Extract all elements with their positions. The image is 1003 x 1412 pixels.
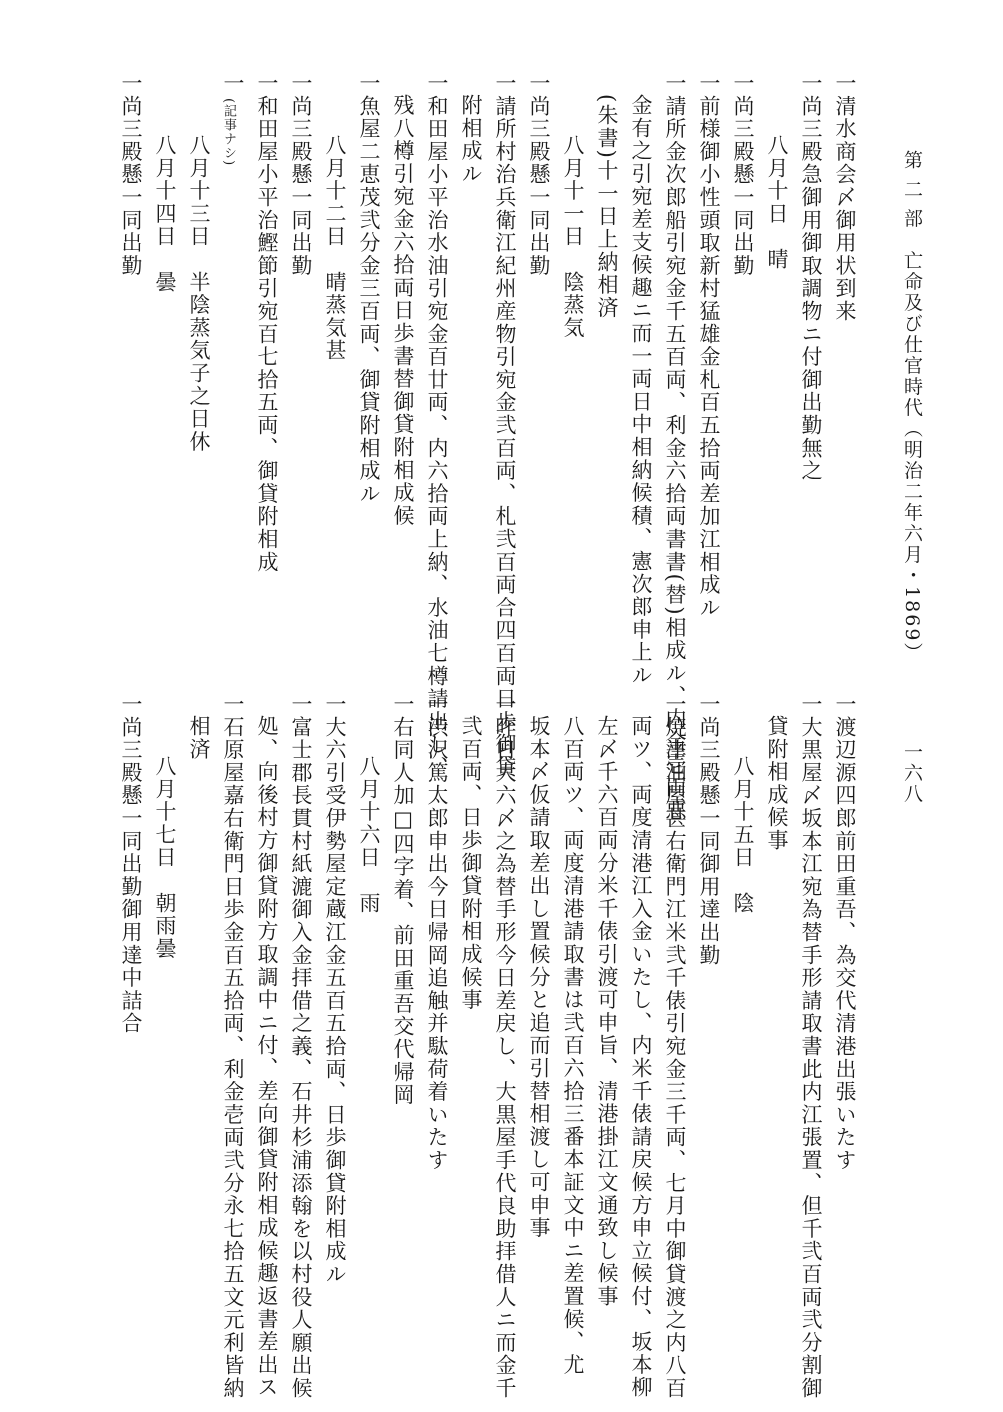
column-text: 一尚三殿懸一同出勤 <box>289 72 313 278</box>
text-column <box>794 72 828 672</box>
column-text: 弐百両、日歩御貸附相成候事 <box>459 715 483 1012</box>
editorial-note: (記事ナシ) <box>221 98 236 167</box>
text-column <box>420 693 454 1353</box>
date-text: 八月十二日 晴蒸気甚 <box>323 134 347 362</box>
text-column <box>386 72 420 672</box>
date-heading <box>726 693 760 1353</box>
running-header: 第 二 部 亡命及び仕官時代（明治二年六月・1869） <box>901 150 923 664</box>
text-column <box>250 693 284 1399</box>
text-column <box>658 693 692 1400</box>
text-column <box>284 693 318 1400</box>
text-column <box>522 72 556 672</box>
text-column <box>114 72 148 672</box>
date-text: 八月十三日 半陰蒸気子之日休 <box>187 134 211 454</box>
text-column <box>522 693 556 1353</box>
column-text: 一尚三殿急御用御取調物ニ付御出勤無之 <box>799 72 823 483</box>
date-heading <box>352 693 386 1353</box>
column-text: 一請所金次郎船引宛金千五百両、利金六拾両書書(替)相成ル、内金壱両悪 <box>663 72 687 822</box>
column-text: 一尚三殿懸一同御用達出勤 <box>697 693 721 967</box>
text-column <box>284 72 318 672</box>
column-text: 一昨日大六〆之為替手形今日差戻し、大黒屋手代良助拝借人ニ而金千 <box>493 693 517 1400</box>
column-text: 一 <box>221 72 245 95</box>
text-column <box>114 693 148 1353</box>
date-heading <box>318 72 352 672</box>
column-text: 一渡辺源四郎前田重吾、為交代清港出張いたす <box>833 693 857 1172</box>
text-column <box>794 693 828 1400</box>
text-column <box>318 693 352 1353</box>
column-text: 処、向後村方御貸附方取調中ニ付、差向御貸附相成候趣返書差出ス <box>255 715 279 1399</box>
text-column <box>624 72 658 687</box>
column-text: 一尚三殿懸一同出勤 <box>731 72 755 278</box>
column-text: 八百両ツ、両度清港請取書は弐百六拾三番本証文中ニ差置候、尤 <box>561 715 585 1377</box>
bottom-half-text <box>72 693 862 1400</box>
column-text: 一尚三殿懸一同出勤 <box>119 72 143 278</box>
text-column <box>216 72 250 672</box>
column-text: 附相成ル <box>459 94 483 186</box>
text-column <box>352 72 386 672</box>
column-text: 一魚屋二恵茂弐分金三百両、御貸附相成ル <box>357 72 381 506</box>
date-heading <box>182 72 216 672</box>
date-heading <box>556 72 590 672</box>
column-text: 一富士郡長貫村紙漉御入金拝借之義、石井杉浦添翰を以村役人願出候 <box>289 693 313 1400</box>
column-text: 一右同人加□四字着、前田重吾交代帰岡 <box>391 693 415 1107</box>
text-column <box>726 72 760 672</box>
text-column <box>488 693 522 1400</box>
page-number: 一六八 <box>901 742 923 805</box>
date-heading <box>148 72 182 672</box>
text-column <box>454 72 488 672</box>
text-column <box>590 693 624 1353</box>
text-column <box>760 693 794 1353</box>
column-text: 左〆千六百両分米千俵引渡可申旨、清港掛江文通致し候事 <box>595 715 619 1308</box>
column-text: 金有之引宛差支候趣ニ而一両日中相納候積、憲次郎申上ル <box>629 94 653 687</box>
column-text: 一和田屋小平治鰹節引宛百七拾五両、御貸附相成 <box>255 72 279 574</box>
text-column <box>556 693 590 1377</box>
column-text: 一尚三殿懸一同出勤 <box>527 72 551 278</box>
text-column <box>454 693 488 1353</box>
text-column <box>250 72 284 672</box>
date-text: 八月十六日 雨 <box>357 755 381 915</box>
text-column <box>488 72 522 779</box>
column-text: 一尚三殿懸一同出勤御用達中詰合 <box>119 693 143 1035</box>
column-text: 一渋沢篤太郎申出今日帰岡追触并駄荷着いたす <box>425 693 449 1172</box>
column-text: 一請所村治兵衛江紀州産物引宛金弐百両、札弐百両合四百両日歩御貸 <box>493 72 517 779</box>
column-text: 一前様御小性頭取新村猛雄金札百五拾両差加江相成ル <box>697 72 721 620</box>
column-text: 残八樽引宛金六拾両日歩書替御貸附相成候 <box>391 94 415 528</box>
date-text: 八月十日 晴 <box>765 134 789 271</box>
date-text: 八月十五日 陰 <box>731 755 755 915</box>
column-text: 一焼津油屋甚右衛門江米弐千俵引宛金三千両、七月中御貸渡之内八百 <box>663 693 687 1400</box>
column-text: 一清水商会〆御用状到来 <box>833 72 857 323</box>
text-column <box>828 72 862 672</box>
date-text: 八月十七日 朝雨曇 <box>153 755 177 961</box>
date-text: 八月十四日 曇 <box>153 134 177 294</box>
date-heading <box>148 693 182 1353</box>
date-text: 八月十一日 陰蒸気 <box>561 134 585 340</box>
text-column <box>828 693 862 1353</box>
column-text: 一大六引受伊勢屋定蔵江金五百五拾両、日歩御貸附相成ル <box>323 693 347 1286</box>
text-column <box>386 693 420 1353</box>
text-column <box>590 72 624 672</box>
column-text: 一和田屋小平治水油引宛金百廿両、内六拾両上納、水油七樽請出し、 <box>425 72 449 779</box>
column-text: 坂本〆仮請取差出し置候分と追而引替相渡し可申事 <box>527 715 551 1240</box>
column-text: 両ツ、両度清港江入金いたし、内米千俵請戻候方申立候付、坂本柳 <box>629 715 653 1399</box>
text-column <box>182 693 216 1353</box>
text-column <box>658 72 692 822</box>
text-column <box>692 72 726 672</box>
text-column <box>624 693 658 1399</box>
text-column <box>692 693 726 1353</box>
column-text: 貸附相成候事 <box>765 715 789 852</box>
column-text: (朱書)十一日上納相済 <box>595 94 619 320</box>
column-text: 一大黒屋〆坂本江宛為替手形請取書此内江張置、但千弐百両弐分割御 <box>799 693 823 1400</box>
date-heading <box>760 72 794 672</box>
column-text: 相済 <box>187 715 211 761</box>
text-column <box>216 693 250 1400</box>
column-text: 一石原屋嘉右衛門日歩金百五拾両、利金壱両弐分永七拾五文元利皆納 <box>221 693 245 1400</box>
text-column <box>420 72 454 779</box>
